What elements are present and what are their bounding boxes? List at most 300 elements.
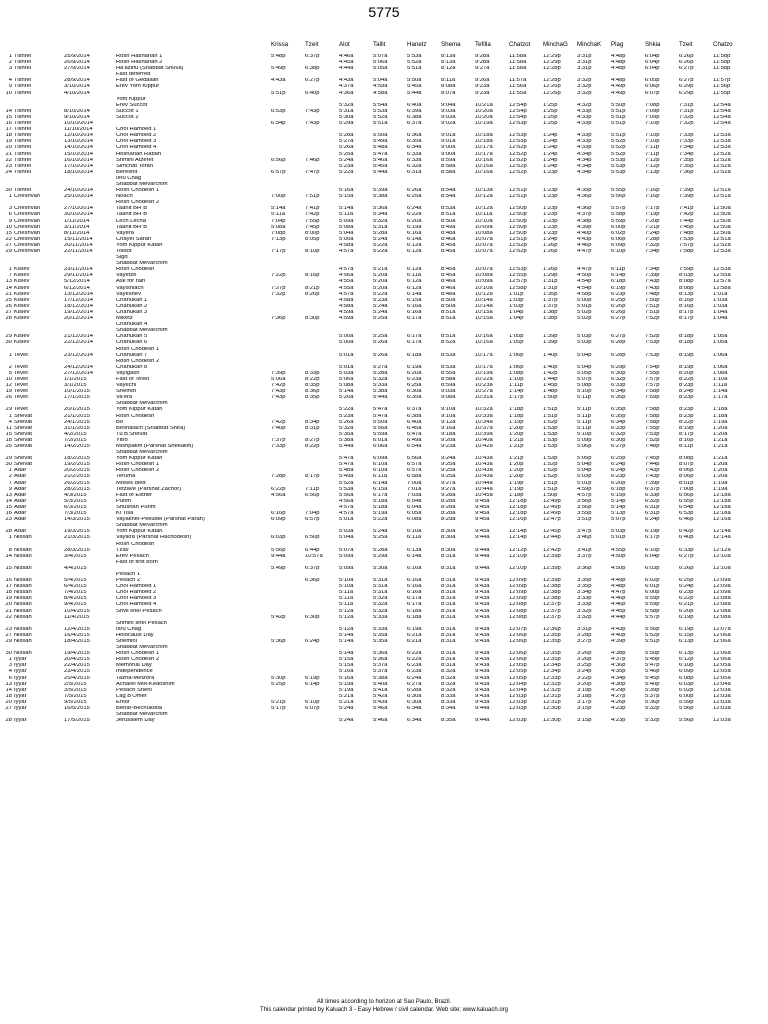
table-cell: 6:08a xyxy=(407,517,422,523)
table-cell: 6:06p xyxy=(611,236,626,242)
table-cell: 9:43a xyxy=(475,632,490,638)
table-cell: 12:04p xyxy=(509,687,527,693)
table-cell: 9:43a xyxy=(475,651,490,657)
table-cell: Chol Hamoed 2 xyxy=(116,590,157,596)
table-cell: 1:52p xyxy=(543,468,558,474)
column-header: Tallit xyxy=(373,40,386,48)
table-cell: 1:25p xyxy=(543,102,558,108)
table-cell: 6:57a xyxy=(407,468,422,474)
table-cell: Shushan Purim xyxy=(116,504,156,510)
table-cell: 21/12/2014 xyxy=(64,334,94,340)
table-cell: 4:59p xyxy=(577,486,592,492)
table-cell: 10:07a xyxy=(475,242,493,248)
table-cell: 8:30a xyxy=(441,529,456,535)
table-cell: 8:31a xyxy=(441,663,456,669)
table-cell: 5:35a xyxy=(373,639,388,644)
table-cell: 6:25a xyxy=(407,194,422,200)
table-cell: 3:22p xyxy=(577,675,592,681)
table-cell: 5:16a xyxy=(339,188,354,194)
table-cell: 19 xyxy=(5,389,12,395)
table-cell: 3:26p xyxy=(577,657,592,663)
table-cell: 12:05p xyxy=(509,669,527,675)
table-cell: 10:08a xyxy=(475,273,493,279)
table-cell: 5:46p xyxy=(645,669,660,675)
table-cell: 3:28p xyxy=(577,632,592,638)
table-cell: 7:42p xyxy=(271,383,286,389)
table-cell: 8:31a xyxy=(441,578,456,584)
table-cell: Bereshit xyxy=(116,169,138,175)
table-cell: 9:44a xyxy=(475,565,490,571)
table-cell: 7:43p xyxy=(645,279,660,285)
table-cell: 5:01a xyxy=(339,517,354,523)
table-cell: 5:50a xyxy=(407,78,422,84)
table-cell: 7:40p xyxy=(271,425,286,431)
table-cell: Cheshvan xyxy=(14,249,41,254)
table-cell: 6:32p xyxy=(645,498,660,504)
table-cell: 3:31p xyxy=(577,60,592,66)
table-cell: 12:14a xyxy=(713,535,731,541)
table-cell: 1:23p xyxy=(543,188,558,194)
table-cell: 1:20p xyxy=(509,462,524,468)
table-cell: 6:54p xyxy=(271,121,286,127)
table-cell: 11/10/2014 xyxy=(64,127,93,133)
table-cell: 12:51p xyxy=(509,194,527,200)
table-cell: 6:26p xyxy=(611,309,626,315)
table-cell: 9:23a xyxy=(475,84,490,90)
table-cell: 1:51p xyxy=(543,407,558,413)
table-cell: 7:43p xyxy=(305,108,320,114)
table-cell: 7:55p xyxy=(305,218,320,224)
table-cell: 5:33a xyxy=(373,383,388,389)
table-cell: 12:08p xyxy=(509,602,527,608)
table-cell: 10:16a xyxy=(475,334,493,340)
table-cell: 14 xyxy=(5,498,12,504)
table-cell: 10:44a xyxy=(475,480,493,486)
table-cell: 9:45a xyxy=(475,529,490,535)
table-cell: 5:42p xyxy=(271,614,286,620)
table-cell: 1:24p xyxy=(543,236,558,242)
table-cell: 29 xyxy=(5,456,12,462)
table-cell: 12:14p xyxy=(509,529,527,535)
table-cell: 9:43a xyxy=(475,614,490,620)
table-cell: 6:13a xyxy=(407,547,422,553)
table-cell: 6:14p xyxy=(305,681,320,687)
table-cell: 6/12/2014 xyxy=(64,285,90,291)
table-cell: 26/2/2015 xyxy=(64,480,90,486)
table-cell: Nissan xyxy=(14,590,32,596)
table-cell: Chanukah 8 xyxy=(116,364,148,370)
table-cell: 7:57p xyxy=(679,242,694,248)
table-cell: 6:55p xyxy=(679,498,694,504)
table-cell: 5:52p xyxy=(611,151,626,157)
table-cell: Tishrei xyxy=(14,163,32,169)
table-cell: 8:30a xyxy=(441,535,456,541)
table-cell: 5/3/2015 xyxy=(64,498,87,504)
table-cell: 4:34p xyxy=(611,675,626,681)
table-cell: Shevat xyxy=(14,437,33,443)
table-cell: 5:51a xyxy=(407,66,422,72)
table-cell: 4:46a xyxy=(339,54,354,59)
table-cell: 18/10/2014 xyxy=(64,169,94,175)
table-cell: Chanukah 5 xyxy=(116,334,148,340)
page-title: 5775 xyxy=(368,4,400,20)
table-cell: 4:46p xyxy=(577,242,592,248)
table-cell: 7:53p xyxy=(679,236,694,242)
table-cell: 1:53p xyxy=(543,437,558,443)
table-cell: 6:25p xyxy=(611,297,626,303)
table-cell: 6:40a xyxy=(407,102,422,108)
table-cell: 6:27p xyxy=(611,334,626,340)
table-cell: 6:18a xyxy=(407,614,422,620)
table-cell: 4:48p xyxy=(611,66,626,72)
table-cell: 8:45a xyxy=(441,267,456,273)
table-cell: 16/10/2014 xyxy=(64,157,94,163)
table-cell: 8:46a xyxy=(441,279,456,285)
table-cell: 1:37p xyxy=(543,297,558,303)
table-cell: 7:00p xyxy=(271,194,286,200)
table-cell: 4:34p xyxy=(577,169,592,175)
table-cell: 8:03p xyxy=(679,273,694,279)
table-cell: 5:28a xyxy=(373,370,388,376)
table-cell: 4:27p xyxy=(611,693,626,699)
table-cell: 1:24p xyxy=(543,139,558,145)
table-cell: 5:31a xyxy=(373,584,388,590)
table-cell: Isru Chag xyxy=(116,175,142,181)
table-cell: 6:00p xyxy=(645,590,660,596)
table-cell: 7:39p xyxy=(679,194,694,200)
table-cell: 6:08p xyxy=(679,675,694,681)
table-cell: Nissan xyxy=(14,639,32,644)
table-cell: 12:03a xyxy=(713,718,731,724)
table-cell: 5:46a xyxy=(373,157,388,163)
table-cell: Tevet xyxy=(14,389,28,395)
table-cell: 6:14a xyxy=(407,236,422,242)
table-cell: Adar xyxy=(14,504,27,510)
table-cell: 6:27p xyxy=(679,78,694,84)
table-cell: 5:53p xyxy=(611,157,626,163)
table-cell: 6:10p xyxy=(645,547,660,553)
table-cell: 8:12a xyxy=(441,66,456,72)
table-cell: 12:32p xyxy=(543,687,561,693)
table-cell: 6:01a xyxy=(373,437,388,443)
table-cell: 5:44a xyxy=(373,169,388,175)
table-cell: 6:24a xyxy=(407,206,422,212)
table-cell: 1:08a xyxy=(713,370,728,376)
table-cell: 7:57p xyxy=(645,376,660,382)
table-cell: Chanukah 6 xyxy=(116,340,148,346)
table-cell: 7/5/2015 xyxy=(64,693,87,699)
table-cell: 9:43a xyxy=(475,675,490,681)
table-cell: 1:40p xyxy=(543,352,558,358)
table-cell: Nissan xyxy=(14,596,32,602)
table-cell: 6:20p xyxy=(611,480,626,486)
table-cell: Cheshvan xyxy=(14,212,41,218)
table-cell: 6:57a xyxy=(407,462,422,468)
table-cell: Shemot xyxy=(116,389,136,395)
table-cell: 4:57a xyxy=(339,504,354,510)
table-cell: 9:43a xyxy=(475,639,490,644)
table-cell: Rosh Chodesh 1 xyxy=(116,462,160,468)
table-cell: Chol Hamoed 2 xyxy=(116,133,157,139)
table-cell: 12:07a xyxy=(713,626,731,632)
table-cell: 1:21a xyxy=(713,437,728,443)
table-cell: 5:56p xyxy=(645,626,660,632)
table-cell: 12:57a xyxy=(713,279,731,285)
table-cell: Rosh Chodesh xyxy=(116,541,155,547)
table-cell: 6:27a xyxy=(407,681,422,687)
table-cell: Cheshvan xyxy=(14,224,41,230)
table-cell: 1:18a xyxy=(713,413,728,419)
table-cell: 8:31a xyxy=(441,602,456,608)
table-cell: 8:31a xyxy=(441,626,456,632)
table-cell: 4:43a xyxy=(271,78,286,84)
table-cell: Adar xyxy=(14,474,27,480)
table-cell: Shabbat Mevarchim xyxy=(116,712,168,718)
table-cell: 5:59p xyxy=(645,596,660,602)
table-cell: 7:36p xyxy=(271,316,286,322)
table-cell: 7:53p xyxy=(645,431,660,437)
table-cell: 1:04a xyxy=(713,309,728,315)
table-cell: 1:52p xyxy=(543,419,558,425)
table-cell: 13/10/2014 xyxy=(64,139,94,145)
table-cell: 1:50p xyxy=(543,492,558,498)
table-cell: Erev Yom Kippur xyxy=(116,84,160,90)
table-cell: 8:50a xyxy=(441,297,456,303)
table-cell: 8:01p xyxy=(679,480,694,486)
table-cell: 6:31a xyxy=(407,169,422,175)
table-cell: 13 xyxy=(5,279,12,285)
table-cell: 23 xyxy=(5,517,12,523)
table-cell: 6:34p xyxy=(611,389,626,395)
table-cell: 8:31a xyxy=(441,596,456,602)
table-cell: 3:15p xyxy=(577,718,592,724)
table-cell: 12:04a xyxy=(713,681,731,687)
table-cell: Shabbat Mevarchim xyxy=(116,401,168,407)
table-cell: 16/5/2015 xyxy=(64,706,90,712)
table-cell: 16 xyxy=(5,511,12,517)
table-cell: 7:33p xyxy=(679,139,694,145)
table-cell: 4:50p xyxy=(577,273,592,279)
table-cell: 6:32p xyxy=(611,376,626,382)
table-cell: 8:23p xyxy=(679,395,694,401)
table-cell: 6:16p xyxy=(271,511,286,517)
table-cell: 8:33a xyxy=(441,699,456,705)
table-cell: 12:06a xyxy=(713,639,731,644)
table-cell: 6:35p xyxy=(611,413,626,419)
table-cell: 3 xyxy=(8,66,12,72)
table-cell: Yom Kippur Katan xyxy=(116,407,163,413)
table-cell: 8:33a xyxy=(441,693,456,699)
table-cell: 1:52p xyxy=(543,474,558,480)
table-cell: 1:19a xyxy=(713,480,728,486)
table-cell: 5:32a xyxy=(373,376,388,382)
table-cell: 12:51a xyxy=(713,194,731,200)
table-cell: 6:24p xyxy=(305,639,320,644)
table-cell: 5:06a xyxy=(271,376,286,382)
table-cell: 5:24a xyxy=(373,303,388,309)
table-cell: 10:19a xyxy=(475,370,493,376)
table-cell: 3:32p xyxy=(577,78,592,84)
table-cell: 20/4/2015 xyxy=(64,657,90,663)
table-cell: 6:04p xyxy=(645,66,660,72)
table-cell: 5:33a xyxy=(373,614,388,620)
table-cell: 5:54a xyxy=(373,102,388,108)
table-cell: 6:14a xyxy=(373,480,388,486)
table-cell: 4:29p xyxy=(611,687,626,693)
table-cell: Iyyar xyxy=(14,681,27,687)
table-cell: 14 xyxy=(5,553,12,559)
table-cell: 6:50p xyxy=(305,535,320,541)
table-cell: Fast deferred xyxy=(116,72,151,78)
table-cell: 12:03p xyxy=(509,699,527,705)
table-cell: 4:33p xyxy=(577,133,592,139)
table-cell: 8:05p xyxy=(305,236,320,242)
table-cell: 12:54p xyxy=(509,114,527,120)
table-cell: 1:45p xyxy=(543,383,558,389)
column-header: Chatzo xyxy=(713,40,733,48)
table-cell: 9:01a xyxy=(441,133,456,139)
table-cell: 12:10p xyxy=(509,565,527,571)
table-cell: 4:58a xyxy=(339,242,354,248)
table-cell: 1:53p xyxy=(543,425,558,431)
table-cell: 6:38a xyxy=(407,114,422,120)
table-cell: 5:33a xyxy=(373,626,388,632)
table-cell: 12:50p xyxy=(509,206,527,212)
table-cell: Adar xyxy=(14,517,27,523)
table-cell: 5:36p xyxy=(645,699,660,705)
table-cell: 8:07p xyxy=(679,462,694,468)
table-cell: Nissan xyxy=(14,578,32,584)
table-cell: Vayeshev xyxy=(116,291,142,297)
table-cell: 7:39p xyxy=(645,273,660,279)
table-cell: 7:42p xyxy=(679,212,694,218)
table-cell: 11:55p xyxy=(713,90,731,96)
table-cell: 5:36a xyxy=(373,206,388,212)
table-cell: 17 xyxy=(5,584,12,590)
table-cell: 4:34p xyxy=(577,157,592,163)
table-cell: 7:08p xyxy=(271,230,286,236)
table-cell: 8:35a xyxy=(441,718,456,724)
table-cell: 6:32p xyxy=(611,431,626,437)
table-cell: 27/10/2014 xyxy=(64,206,94,212)
table-cell: 12:08a xyxy=(713,596,731,602)
table-cell: 5:12a xyxy=(339,608,354,614)
table-cell: 1:03a xyxy=(713,297,728,303)
table-cell: 21/3/2015 xyxy=(64,535,90,541)
table-cell: 7:43p xyxy=(645,285,660,291)
table-cell: 5:37p xyxy=(645,693,660,699)
table-cell: 5:22a xyxy=(339,407,354,413)
table-cell: 8:36p xyxy=(305,389,320,395)
table-cell: 27 xyxy=(5,309,12,315)
footer xyxy=(0,998,768,1014)
table-cell: 12:53a xyxy=(713,145,731,151)
table-cell: 8:16p xyxy=(305,273,320,279)
table-cell: 12:05p xyxy=(509,675,527,681)
table-cell: 3:15p xyxy=(577,706,592,712)
table-cell: 1:25p xyxy=(543,121,558,127)
table-cell: Shabbat Mevarchim xyxy=(116,450,168,456)
table-cell: 12:09a xyxy=(713,590,731,596)
table-cell: Tishrei xyxy=(14,54,32,59)
table-cell: 20 xyxy=(5,602,12,608)
column-header: Chatzot xyxy=(509,40,531,48)
table-cell: 4:57a xyxy=(339,249,354,254)
table-cell: 12:18p xyxy=(509,504,527,510)
table-cell: 6:22p xyxy=(271,486,286,492)
table-cell: 1:21a xyxy=(713,456,728,462)
table-cell: 9:43a xyxy=(475,699,490,705)
table-cell: 5:19a xyxy=(373,511,388,517)
table-cell: 24/1/2015 xyxy=(64,419,90,425)
table-cell: 6:33p xyxy=(611,383,626,389)
table-cell: 1:40p xyxy=(543,364,558,370)
table-cell: 10:17a xyxy=(475,352,493,358)
table-cell: 1:14a xyxy=(713,389,728,395)
table-cell: 12:12p xyxy=(509,547,527,553)
table-cell: 12:51p xyxy=(509,236,527,242)
table-cell: 1:51p xyxy=(543,480,558,486)
table-cell: 3:32p xyxy=(577,614,592,620)
table-cell: 7:27p xyxy=(271,285,286,291)
table-cell: 1:01a xyxy=(713,291,728,297)
table-cell: 7:43p xyxy=(271,389,286,395)
table-cell: 5:51p xyxy=(611,121,626,127)
table-cell: 1:18p xyxy=(509,407,524,413)
table-cell: 12:06a xyxy=(713,657,731,663)
table-cell: Shabbat Mevarchim xyxy=(116,523,168,529)
table-cell: 4 xyxy=(8,419,12,425)
table-cell: 8:48a xyxy=(441,291,456,297)
table-cell: Bo xyxy=(116,419,124,425)
table-cell: 9:43a xyxy=(475,663,490,669)
table-cell: Rosh Chodesh xyxy=(116,413,155,419)
table-cell: 6:17p xyxy=(645,535,660,541)
table-cell: 8:23p xyxy=(679,383,694,389)
table-cell: 9:44a xyxy=(475,535,490,541)
table-cell: 5:47p xyxy=(645,663,660,669)
table-cell: 6:14p xyxy=(611,273,626,279)
table-cell: 4:35p xyxy=(577,188,592,194)
table-cell: 9:43a xyxy=(475,584,490,590)
table-cell: 6:09p xyxy=(679,669,694,675)
table-cell: 8:17p xyxy=(679,316,694,322)
table-cell: 24/12/2014 xyxy=(64,364,94,370)
table-cell: 6:07p xyxy=(305,706,320,712)
table-cell: 10 xyxy=(5,90,12,96)
table-cell: Cheshvan xyxy=(14,230,41,236)
table-cell: 12:35p xyxy=(543,657,561,663)
table-cell: 6:35p xyxy=(611,395,626,401)
table-cell: Shevat xyxy=(14,456,33,462)
table-cell: 13 xyxy=(5,492,12,498)
table-cell: Kislev xyxy=(14,340,30,346)
table-cell: 8:22p xyxy=(679,419,694,425)
table-cell: 5:24a xyxy=(373,529,388,535)
table-cell: 6:15p xyxy=(611,492,626,498)
table-cell: 8:55a xyxy=(441,370,456,376)
table-cell: 8:08p xyxy=(679,456,694,462)
table-cell: Rosh Chodesh xyxy=(116,267,155,273)
table-cell: 11:58p xyxy=(713,60,731,66)
table-cell: 8:58a xyxy=(441,169,456,175)
table-cell: 9:25a xyxy=(441,468,456,474)
table-cell: 5:22a xyxy=(373,242,388,248)
table-cell: 10:20a xyxy=(475,108,493,114)
table-cell: 9:03a xyxy=(441,389,456,395)
table-cell: 7:59p xyxy=(645,395,660,401)
table-cell: 4:34p xyxy=(577,151,592,157)
